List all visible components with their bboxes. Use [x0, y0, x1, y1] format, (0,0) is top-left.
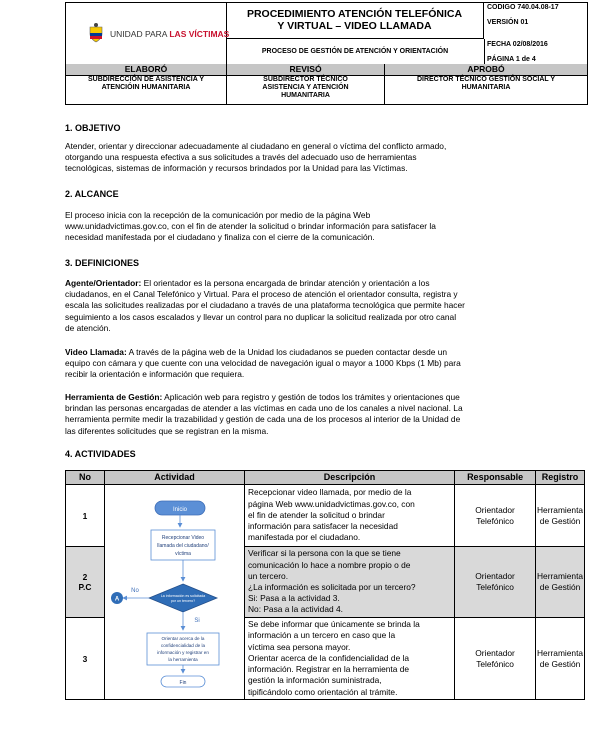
registro-line: Herramienta: [537, 504, 584, 515]
step1-line2: llamada del ciudadano/: [157, 543, 209, 549]
reviso-label: REVISÓ: [227, 64, 385, 76]
aprobo-label: APROBÓ: [385, 64, 587, 76]
logo-cell: [66, 3, 230, 65]
definition-term: Agente/Orientador:: [65, 278, 142, 288]
description-line: víctima sea persona mayor.: [247, 641, 351, 652]
step3-line2: confidencialidad de la: [160, 643, 206, 648]
row-number-line: P.C: [78, 582, 92, 592]
definition-video-llamada: [65, 347, 533, 381]
section-title-definiciones: 3. DEFINICIONES: [65, 258, 140, 268]
no-label: No: [131, 588, 139, 594]
doc-code: CODIGO 740.04.08-17: [487, 4, 559, 11]
responsable-line: Orientador: [475, 571, 515, 581]
logo-wordmark: [110, 29, 229, 39]
row-registro: [536, 618, 585, 700]
section-title-alcance: 2. ALCANCE: [65, 189, 119, 199]
end-label: Fin: [179, 680, 187, 686]
aprobo-line-1: DIRECTOR TÉCNICO GESTIÓN SOCIAL Y: [416, 76, 556, 83]
objetivo-paragraph: [65, 141, 533, 175]
description-line: información. Registrar en la herramienta de: [247, 664, 410, 675]
document-meta: [485, 3, 587, 65]
si-label: Si: [194, 618, 200, 624]
logo-text-emphasis: LAS VÍCTIMAS: [169, 29, 230, 39]
col-header-registro: Registro: [536, 471, 585, 485]
description-line: el fin de atender la solicitud o brindar: [247, 509, 385, 520]
title-line-1: PROCEDIMIENTO ATENCIÓN TELEFÓNICA: [246, 8, 463, 20]
row-description: [244, 618, 454, 700]
aprobo-line-2: HUMANITARIA: [461, 84, 511, 91]
elaboro-line-1: SUBDIRECCIÓN DE ASISTENCIA Y: [87, 76, 205, 83]
connector-label: A: [114, 596, 120, 603]
reviso-line-3: HUMANITARIA: [281, 92, 330, 99]
paragraph-line: www.unidadvictimas.gov.co, con el fin de atender la solicitud o brindar información para satisfacer la: [65, 221, 436, 232]
registro-line: de Gestión: [539, 582, 581, 592]
paragraph-line: tecnológicas, sistemas de información y recursos brindados por la Unidad para las Víctimas.: [65, 163, 408, 174]
paragraph-line: [65, 347, 533, 358]
paragraph-line: brindan las personas encargadas de atender a las víctimas en cada uno de los canales a nivel nacional. La: [65, 403, 463, 414]
doc-version: VERSIÓN 01: [487, 19, 529, 26]
registro-line: de Gestión: [539, 658, 581, 669]
row-responsable: [455, 547, 536, 618]
col-header-actividad: Actividad: [104, 471, 244, 485]
row-responsable: [455, 485, 536, 547]
description-line: manifestada por el ciudadano.: [247, 532, 361, 543]
description-line: Recepcionar video llamada, por medio de la: [247, 487, 412, 498]
row-description: [244, 547, 454, 618]
definition-term: Herramienta de Gestión:: [65, 392, 163, 402]
col-header-responsable: Responsable: [455, 471, 536, 485]
responsable-line: Telefónico: [476, 658, 514, 669]
paragraph-line: recibir la orientación e información que requiera.: [65, 369, 245, 380]
responsable-line: Telefónico: [476, 515, 514, 526]
description-line: Orientar acerca de la confidencialidad de la: [247, 652, 410, 663]
title-line-2: Y VIRTUAL – VIDEO LLAMADA: [277, 20, 432, 32]
registro-line: de Gestión: [539, 515, 581, 526]
description-line: información para satisfacer la necesidad: [247, 521, 398, 532]
row-number: 1: [66, 485, 105, 547]
responsable-line: Telefónico: [476, 582, 514, 592]
definition-text: Aplicación web para registro y gestión de todos los trámites y orientaciones que: [162, 392, 460, 402]
flowchart-cell: [104, 485, 244, 700]
description-line: un tercero.: [247, 570, 289, 581]
row-number: 3: [66, 618, 105, 700]
start-label: Inicio: [172, 507, 187, 513]
step3-line1: Orientar acerca de la: [161, 636, 205, 641]
paragraph-line: necesidad manifestada por el ciudadano y finaliza con el cierre de la comunicación.: [65, 232, 375, 243]
table-header-row: [66, 471, 585, 485]
registro-line: Herramienta: [537, 571, 584, 581]
aprobo-value: [385, 76, 587, 92]
paragraph-line: otorgando una respuesta efectiva a sus solicitudes a través del adecuado uso de herramientas: [65, 152, 417, 163]
description-line: gestión la información suministrada,: [247, 675, 382, 686]
col-header-no: No: [66, 471, 105, 485]
elaboro-value: [66, 76, 226, 92]
paragraph-line: escala las solicitudes realizadas por el ciudadano a través de una plataforma tecnológica que permite hacer: [65, 300, 465, 311]
elaboro-line-2: ATENCIÓIN HUMANITARIA: [101, 84, 191, 91]
table-row: [66, 485, 585, 547]
step1-line1: Recepcionar Video: [161, 535, 205, 541]
alcance-paragraph: [65, 210, 533, 244]
section-title-objetivo: 1. OBJETIVO: [65, 123, 121, 133]
definition-text: A través de la página web de la Unidad los ciudadanos se pueden contactar desde un: [126, 347, 448, 357]
reviso-line-2: ASISTENCIA Y ATENCIÓN: [262, 84, 349, 91]
row-registro: [536, 547, 585, 618]
paragraph-line: [65, 392, 533, 403]
definition-term: Video Llamada:: [65, 347, 127, 357]
row-number-line: 2: [82, 572, 88, 582]
paragraph-line: herramienta permite medir la trazabilidad y gestión de cada una de los procesos al interior de la Unidad de: [65, 414, 461, 425]
registro-line: Herramienta: [537, 647, 584, 658]
paragraph-line: de atención.: [65, 322, 111, 333]
description-line: tipificándolo como orientación al trámite.: [247, 686, 398, 697]
document-header: [65, 2, 588, 66]
logo-text-prefix: UNIDAD PARA: [110, 29, 170, 39]
responsable-line: Orientador: [475, 504, 515, 515]
row-registro: [536, 485, 585, 547]
definition-text: El orientador es la persona encargada de brindar atención y orientación a los: [141, 278, 430, 288]
step3-line3: información y registrar en: [157, 650, 209, 655]
paragraph-line: El proceso inicia con la recepción de la comunicación por medio de la página Web: [65, 210, 371, 220]
description-line: Verificar si la persona con la que se tiene: [247, 548, 401, 559]
row-number: [66, 547, 105, 618]
definition-orientador: [65, 278, 533, 334]
elaboro-label: ELABORÓ: [66, 64, 227, 76]
description-line: Si: Pasa a la actividad 3.: [247, 593, 340, 604]
description-line: página Web www.unidadvictimas.gov.co, con: [247, 498, 415, 509]
col-header-descripcion: Descripción: [244, 471, 454, 485]
decision-line1: La información es solicitada: [160, 594, 206, 598]
description-line: ¿La información es solicitada por un tercero?: [247, 582, 416, 592]
decision-line2: por un tercero?: [170, 599, 196, 603]
description-line: No: Pasa a la actividad 4.: [247, 604, 343, 615]
paragraph-line: Atender, orientar y direccionar adecuadamente al ciudadano en general o víctima del conflicto armado,: [65, 141, 447, 151]
process-name: PROCESO DE GESTIÓN DE ATENCIÓN Y ORIENTACIÓN: [226, 39, 485, 65]
paragraph-line: las diferentes solicitudes que se registran en la misma.: [65, 425, 269, 436]
decision-diamond: [149, 584, 217, 612]
step1-line3: víctima: [175, 551, 191, 557]
step3-line4: la herramienta: [168, 657, 198, 662]
paragraph-line: [65, 278, 533, 289]
paragraph-line: ciudadanos, en el Canal Telefónico y Virtual. Para el proceso de atención el orientador consulta, registra y: [65, 289, 458, 300]
paragraph-line: seguimiento a los casos escalados y llevar un control para no duplicar la solicitud realizada por otro canal: [65, 311, 457, 322]
doc-date: FECHA 02/08/2016: [487, 41, 548, 48]
description-line: información a un tercero en caso que la: [247, 630, 396, 641]
description-line: comunicación lo hace a nombre propio o de: [247, 559, 411, 570]
activities-table: [65, 470, 585, 700]
row-responsable: [455, 618, 536, 700]
flowchart-diagram: [105, 485, 244, 689]
description-line: Se debe informar que únicamente se brinda la: [247, 619, 420, 630]
reviso-value: [227, 76, 384, 100]
document-title: [226, 3, 484, 39]
paragraph-line: equipo con cámara y que cuente con una velocidad de navegación igual o mayor a 1000 Kbps (1 Mb) para: [65, 358, 461, 369]
section-title-actividades: 4. ACTIVIDADES: [65, 449, 136, 459]
doc-page: PÁGINA 1 de 4: [487, 56, 536, 63]
row-description: [244, 485, 454, 547]
signatures-block: [65, 64, 588, 105]
responsable-line: Orientador: [475, 647, 515, 658]
definition-herramienta: [65, 392, 533, 437]
reviso-line-1: SUBDIRECTOR TÉCNICO: [263, 76, 348, 83]
